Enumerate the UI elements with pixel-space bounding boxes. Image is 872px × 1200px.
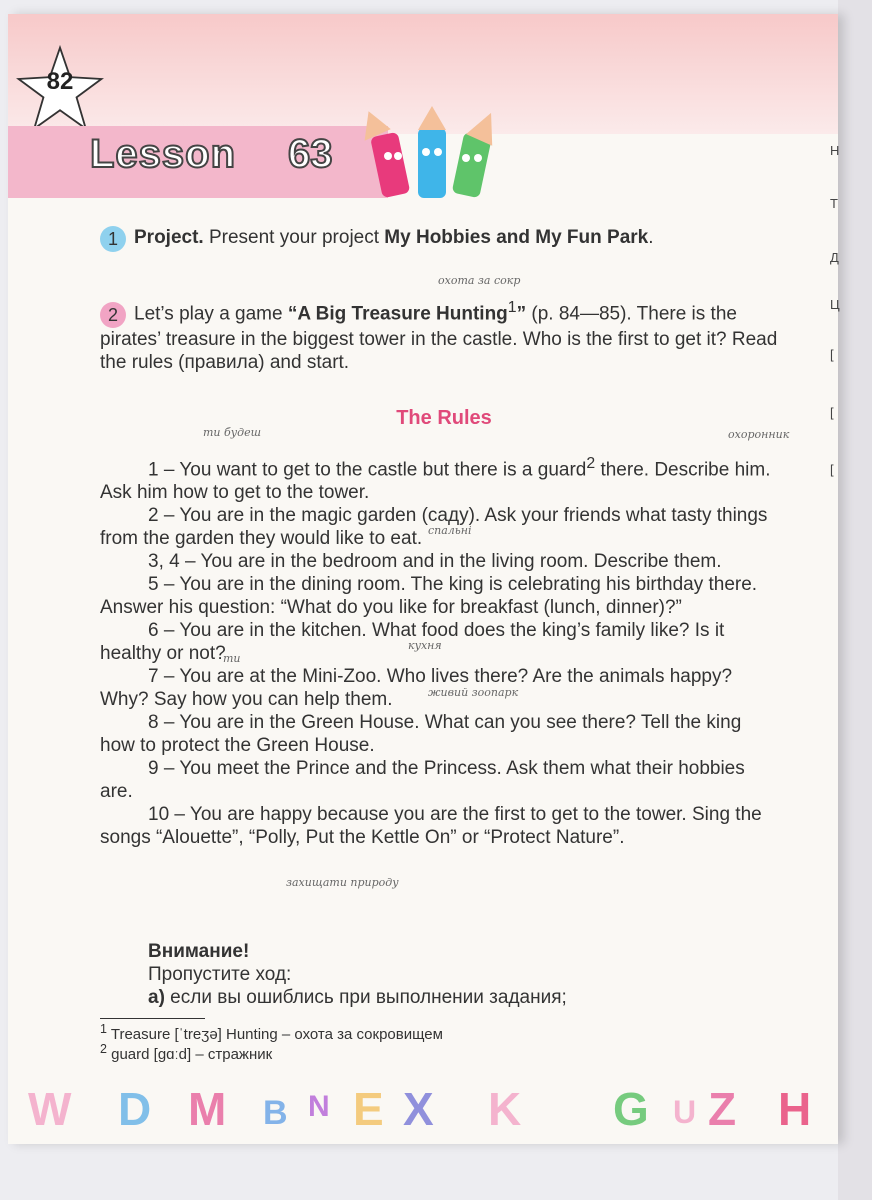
rule-item: 3, 4 – You are in the bedroom and in the living room. Describe them. <box>148 551 722 573</box>
task-2-intro: Let’s play a game <box>134 303 288 325</box>
rule-footnote-ref: 2 <box>586 455 596 472</box>
task-2-quote-end: ” <box>516 303 527 325</box>
page-number: 82 <box>46 68 74 95</box>
edge-letter: Д <box>830 250 839 265</box>
alphabet-letter: N <box>308 1090 330 1123</box>
edge-letter: [ <box>830 462 834 477</box>
footnote-1 <box>100 1022 443 1043</box>
rule-item: 7 – You are at the Mini-Zoo. Who lives there? Are the animals happy? Why? Say how you can help them. <box>100 666 733 711</box>
edge-letter: [ <box>830 405 834 420</box>
footnote-number: 2 <box>100 1042 107 1056</box>
textbook-page <box>8 14 838 1144</box>
pencil-characters-icon <box>358 104 508 214</box>
alphabet-letter: H <box>778 1083 812 1135</box>
edge-letter: Н <box>830 143 840 158</box>
handwritten-note-8: захищати природу <box>286 876 399 889</box>
task-2-text: (p. 84—85). There is the pirates’ treasure in the biggest tower in the castle. Who is the first to get it? Read the rules (правила) and start. <box>100 303 778 374</box>
footnote-text: Treasure [ˈtreʒə] Hunting – охота за сокровищем <box>110 1026 443 1043</box>
attention-line: Пропустите ход: <box>148 964 292 985</box>
task-2-number: 2 <box>100 302 126 328</box>
task-1-period: . <box>648 227 654 248</box>
attention-item-text: если вы ошиблись при выполнении задания; <box>164 987 567 1008</box>
rule-item: 2 – You are in the magic garden (саду). Ask your friends what tasty things from the garden they would like to eat. <box>100 505 768 550</box>
alphabet-letter: D <box>118 1083 152 1135</box>
alphabet-decoration <box>8 1074 838 1144</box>
rules-list <box>100 452 780 849</box>
rule-item: 10 – You are happy because you are the first to get to the tower. Sing the songs “Alouette”, “Polly, Put the Kettle On” or “Protect Nature”. <box>100 804 762 849</box>
task-1-label: Project. <box>134 227 204 248</box>
lesson-number: 63 <box>288 132 333 176</box>
task-2 <box>100 296 780 374</box>
alphabet-letter: M <box>188 1083 227 1135</box>
task-1-text: Present your project <box>203 227 385 248</box>
alphabet-letter: E <box>353 1083 384 1135</box>
alphabet-letter: G <box>613 1083 649 1135</box>
handwritten-note-3: охоронник <box>728 428 790 441</box>
rule-text: 1 – You want to get to the castle but there is a guard <box>148 459 587 481</box>
alphabet-letter: W <box>28 1083 72 1135</box>
alphabet-letter: X <box>403 1083 434 1135</box>
rule-text-cont: there. Describe him. Ask him how to get to the tower. <box>100 459 771 504</box>
footnote-number: 1 <box>100 1022 107 1036</box>
alphabet-letter: Z <box>708 1083 737 1135</box>
lesson-title: Lesson <box>90 132 237 176</box>
rule-item <box>100 452 780 504</box>
handwritten-note-6: ти <box>223 652 241 665</box>
attention-block <box>100 940 780 1009</box>
rule-item: 9 – You meet the Prince and the Princess. Ask them what their hobbies are. <box>100 758 745 803</box>
attention-title <box>100 940 780 963</box>
handwritten-note-5: кухня <box>408 639 442 652</box>
rule-item: 8 – You are in the Green House. What can you see there? Tell the king how to protect the Green House. <box>100 712 742 757</box>
task-1-number: 1 <box>100 226 126 252</box>
handwritten-note-7: живий зоопарк <box>428 686 519 699</box>
footnote-2 <box>100 1042 272 1063</box>
task-1-project-name: My Hobbies and My Fun Park <box>384 227 649 248</box>
rule-item: 6 – You are in the kitchen. What food does the king’s family like? Is it healthy or not? <box>100 620 725 665</box>
alphabet-letter: U <box>673 1094 697 1130</box>
handwritten-note-4: спальні <box>428 524 472 537</box>
handwritten-note-2: ти будеш <box>203 426 262 439</box>
task-2-footnote-ref: 1 <box>507 299 517 316</box>
task-2-game-name: “A Big Treasure Hunting <box>287 303 508 325</box>
task-1 <box>100 226 780 252</box>
book-spine-edge <box>838 0 872 1200</box>
edge-letter: Ц <box>830 297 840 312</box>
rule-item: 5 – You are in the dining room. The king is celebrating his birthday there. Answer his question: “What do you like for breakfast (lunch, dinner)?” <box>100 574 758 619</box>
handwritten-note-1: охота за сокр <box>438 274 521 287</box>
attention-item <box>100 986 780 1009</box>
edge-letter: Т <box>830 196 838 211</box>
attention-item-label: а) <box>148 987 165 1008</box>
edge-letter: [ <box>830 347 834 362</box>
footnote-text: guard [ɡɑːd] – стражник <box>111 1046 273 1063</box>
alphabet-letter: K <box>488 1083 522 1135</box>
attention-title-text: Внимание! <box>148 941 250 962</box>
rules-title: The Rules <box>396 407 492 429</box>
footnote-divider <box>100 1018 205 1019</box>
alphabet-letter: B <box>263 1094 288 1132</box>
